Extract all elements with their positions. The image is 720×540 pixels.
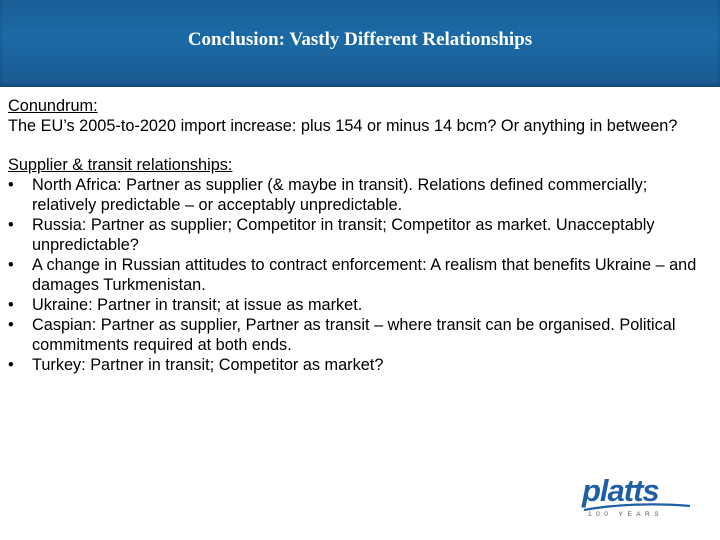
spacer — [8, 136, 708, 155]
list-item-text: A change in Russian attitudes to contract enforcement: A realism that benefits Ukraine – and damages Turkmenistan. — [32, 256, 697, 294]
bullet-glyph: • — [8, 316, 14, 334]
list-item-text: Caspian: Partner as supplier, Partner as transit – where transit can be organised. Political commitments required at both ends. — [32, 316, 676, 354]
list-item — [8, 315, 708, 355]
bullet-glyph: • — [8, 296, 14, 314]
logo-wordmark: platts — [582, 473, 659, 508]
list-item-text: Ukraine: Partner in transit; at issue as market. — [32, 296, 363, 314]
list-item-text: Russia: Partner as supplier; Competitor in transit; Competitor as market. Unacceptably unpredictable? — [32, 216, 655, 254]
relationships-list — [8, 175, 708, 375]
bullet-glyph: • — [8, 176, 14, 194]
logo-tagline: 100 YEARS — [588, 511, 664, 518]
list-item — [8, 175, 708, 215]
list-item — [8, 255, 708, 295]
list-item — [8, 215, 708, 255]
slide-title: Conclusion: Vastly Different Relationships — [187, 29, 533, 50]
bullet-glyph: • — [8, 356, 14, 374]
conundrum-heading: Conundrum: — [8, 97, 98, 115]
slide-body — [8, 96, 708, 375]
bullet-glyph: • — [8, 216, 14, 234]
list-item — [8, 295, 708, 315]
title-bar — [0, 0, 720, 87]
list-item-text: Turkey: Partner in transit; Competitor as market? — [32, 356, 384, 374]
bullet-glyph: • — [8, 256, 14, 274]
platts-logo — [582, 474, 692, 524]
conundrum-text: The EU’s 2005-to-2020 import increase: plus 154 or minus 14 bcm? Or anything in between? — [8, 117, 678, 135]
list-item-text: North Africa: Partner as supplier (& maybe in transit). Relations defined commercially; relatively predictable – or acceptably unpredictable. — [32, 176, 648, 214]
relationships-heading: Supplier & transit relationships: — [8, 156, 233, 174]
list-item — [8, 355, 708, 375]
